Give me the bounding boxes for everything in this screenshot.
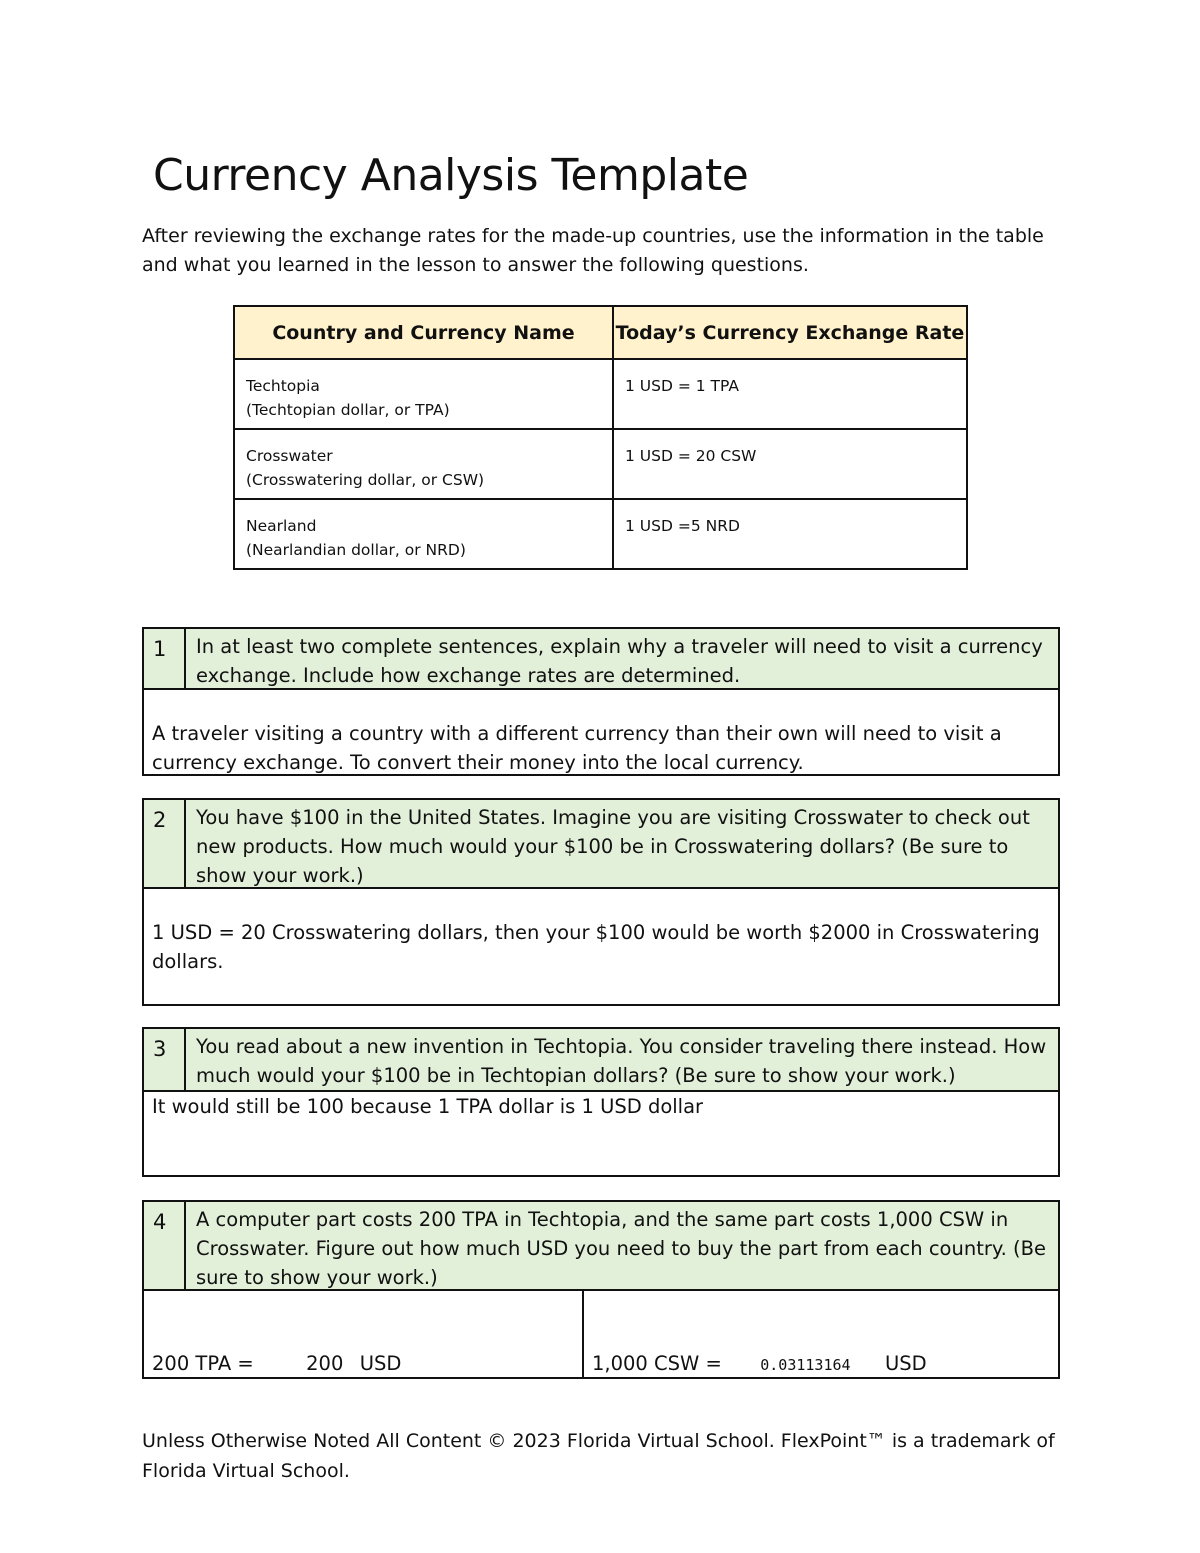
answer-field[interactable]: 1 USD = 20 Crosswatering dollars, then your $100 would be worth $2000 in Crosswatering dollars.	[152, 921, 1040, 973]
question-number: 1	[144, 629, 186, 688]
question-prompt: You read about a new invention in Techtopia. You consider traveling there instead. How much would your $100 be in Techtopian dollars? (Be sure to show your work.)	[196, 1035, 1047, 1087]
answer-field[interactable]: It would still be 100 because 1 TPA dollar is 1 USD dollar	[152, 1095, 704, 1118]
country-name: Crosswater	[246, 447, 333, 465]
page-title: Currency Analysis Template	[153, 150, 749, 201]
techtopia-answer-line	[152, 1352, 401, 1375]
currency-name: (Techtopian dollar, or TPA)	[246, 401, 450, 419]
column-header-rate: Today’s Currency Exchange Rate	[613, 306, 967, 359]
question-3-header	[144, 1029, 1058, 1092]
table-row	[234, 499, 967, 569]
rate-value: 1 USD = 20 CSW	[625, 447, 757, 465]
crosswater-usd-unit: USD	[884, 1352, 927, 1375]
question-4-header	[144, 1202, 1058, 1291]
question-2-box	[142, 798, 1060, 1006]
question-2-header	[144, 800, 1058, 889]
question-number: 3	[144, 1029, 186, 1090]
rate-cell	[613, 499, 967, 569]
techtopia-usd-unit: USD	[359, 1352, 402, 1375]
question-number: 2	[144, 800, 186, 887]
techtopia-usd-value[interactable]: 200	[306, 1352, 344, 1375]
currency-name: (Crosswatering dollar, or CSW)	[246, 471, 485, 489]
country-cell	[234, 429, 613, 499]
question-3-box	[142, 1027, 1060, 1177]
crosswater-usd-value[interactable]: 0.03113164	[760, 1356, 851, 1374]
answer-field[interactable]: A traveler visiting a country with a different currency than their own will need to visit a currency exchange. To convert their money into the local currency.	[152, 722, 1002, 774]
country-name: Nearland	[246, 517, 317, 535]
country-cell	[234, 359, 613, 429]
table-row	[234, 359, 967, 429]
country-name: Techtopia	[246, 377, 320, 395]
crosswater-label: 1,000 CSW =	[592, 1352, 722, 1375]
crosswater-answer-cell[interactable]	[584, 1291, 1058, 1377]
exchange-rate-table	[233, 305, 968, 570]
column-header-country: Country and Currency Name	[234, 306, 613, 359]
table-header-row	[234, 306, 967, 359]
question-prompt: A computer part costs 200 TPA in Techtopia, and the same part costs 1,000 CSW in Crosswater. Figure out how much USD you need to buy the part from each country. (Be sure to show your work.)	[196, 1208, 1046, 1289]
rate-value: 1 USD =5 NRD	[625, 517, 740, 535]
techtopia-label: 200 TPA =	[152, 1352, 254, 1375]
question-prompt: You have $100 in the United States. Imagine you are visiting Crosswater to check out new products. How much would your $100 be in Crosswatering dollars? (Be sure to show your work.)	[196, 806, 1030, 887]
question-1-box	[142, 627, 1060, 776]
copyright-footer: Unless Otherwise Noted All Content © 2023 Florida Virtual School. FlexPoint™ is a trademark of Florida Virtual School.	[142, 1430, 1055, 1482]
question-prompt: In at least two complete sentences, explain why a traveler will need to visit a currency exchange. Include how exchange rates are determined.	[196, 635, 1043, 687]
question-number: 4	[144, 1202, 186, 1289]
question-4-box	[142, 1200, 1060, 1379]
country-cell	[234, 499, 613, 569]
rate-cell	[613, 359, 967, 429]
answer-split	[144, 1291, 1058, 1377]
question-1-header	[144, 629, 1058, 690]
techtopia-answer-cell[interactable]	[144, 1291, 584, 1377]
rate-value: 1 USD = 1 TPA	[625, 377, 739, 395]
currency-name: (Nearlandian dollar, or NRD)	[246, 541, 466, 559]
rate-cell	[613, 429, 967, 499]
intro-text: After reviewing the exchange rates for the made-up countries, use the information in the table and what you learned in the lesson to answer the following questions.	[142, 225, 1044, 276]
crosswater-answer-line	[592, 1352, 927, 1375]
table-row	[234, 429, 967, 499]
